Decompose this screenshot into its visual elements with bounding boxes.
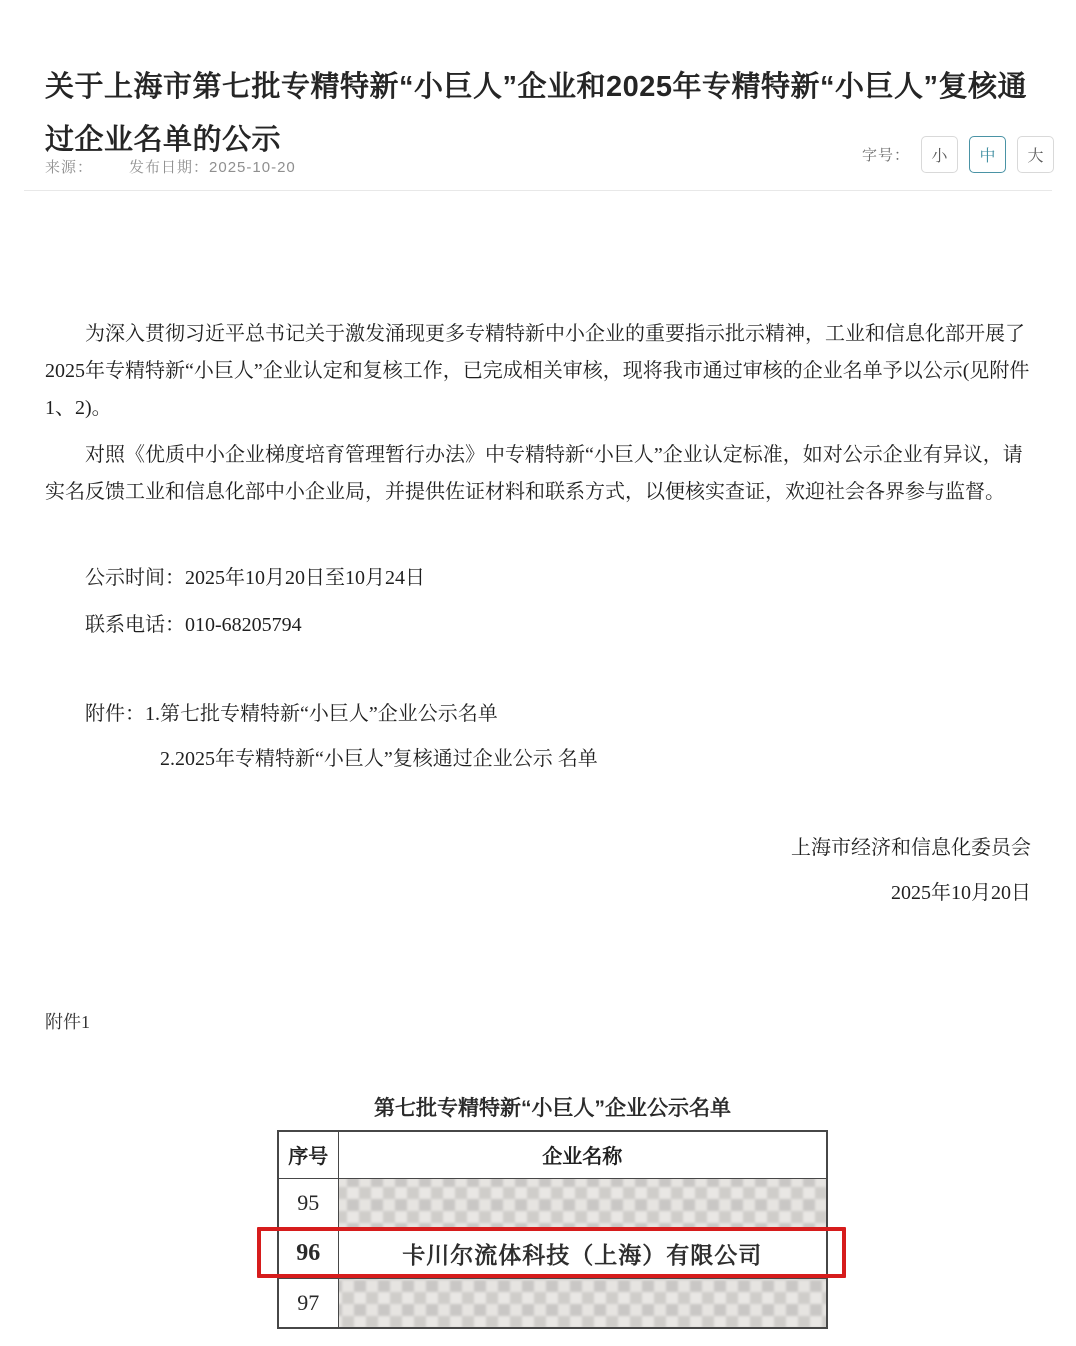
page-title: 关于上海市第七批专精特新“小巨人”企业和2025年专精特新“小巨人”复核通过企业名单的公示 <box>45 71 1028 157</box>
paragraph-feedback: 对照《优质中小企业梯度培育管理暂行办法》中专精特新“小巨人”企业认定标准，如对公示企业有异议，请实名反馈工业和信息化部中小企业局，并提供佐证材料和联系方式，以便核实查证，欢迎社会各界参与监督。 <box>45 444 1023 503</box>
table-header-row <box>278 1131 827 1178</box>
row-number: 95 <box>278 1178 338 1228</box>
table-row <box>278 1178 827 1228</box>
notice-time-line: 公示时间：2025年10月20日至10月24日 <box>85 567 425 589</box>
font-size-medium-button[interactable]: 中 <box>969 136 1006 173</box>
contact-phone-line: 联系电话：010-68205794 <box>85 614 302 636</box>
row-number: 97 <box>278 1278 338 1328</box>
company-name-censored <box>338 1178 827 1228</box>
font-size-large-button[interactable]: 大 <box>1017 136 1054 173</box>
paragraph-intro: 为深入贯彻习近平总书记关于激发涌现更多专精特新中小企业的重要指示批示精神，工业和信息化部开展了2025年专精特新“小巨人”企业认定和复核工作，已完成相关审核，现将我市通过审核的企业名单予以公示(见附件1、2)。 <box>45 323 1030 419</box>
company-name-censored <box>338 1278 827 1328</box>
font-size-small-button[interactable]: 小 <box>921 136 958 173</box>
signature-organization: 上海市经济和信息化委员会 <box>791 837 1031 859</box>
signature-date: 2025年10月20日 <box>891 882 1031 904</box>
publish-date-value: 2025-10-20 <box>209 159 296 176</box>
row-number: 96 <box>278 1228 338 1278</box>
font-size-widget <box>862 136 1054 173</box>
column-header-company: 企业名称 <box>338 1131 827 1178</box>
table-row-highlighted <box>278 1228 827 1278</box>
roster-table <box>277 1130 828 1329</box>
source-label: 来源： <box>45 159 94 176</box>
font-size-label: 字号： <box>861 147 910 164</box>
header-divider <box>24 190 1052 191</box>
censored-mosaic <box>338 1178 827 1228</box>
attachment-1-label: 附件1 <box>45 1012 90 1032</box>
article-body <box>45 316 1031 912</box>
attachments-line-2: 2.2025年专精特新“小巨人”复核通过企业公示 名单 <box>160 748 598 770</box>
censored-mosaic <box>338 1278 827 1328</box>
company-name: 卡川尔流体科技（上海）有限公司 <box>338 1228 827 1278</box>
column-header-no: 序号 <box>278 1131 338 1178</box>
table-row <box>278 1278 827 1328</box>
meta-row <box>45 156 296 177</box>
publish-date-label: 发布日期： <box>129 159 210 176</box>
roster-table-title: 第七批专精特新“小巨人”企业公示名单 <box>374 1097 731 1120</box>
attachments-line-1: 附件：1.第七批专精特新“小巨人”企业公示名单 <box>85 703 498 725</box>
